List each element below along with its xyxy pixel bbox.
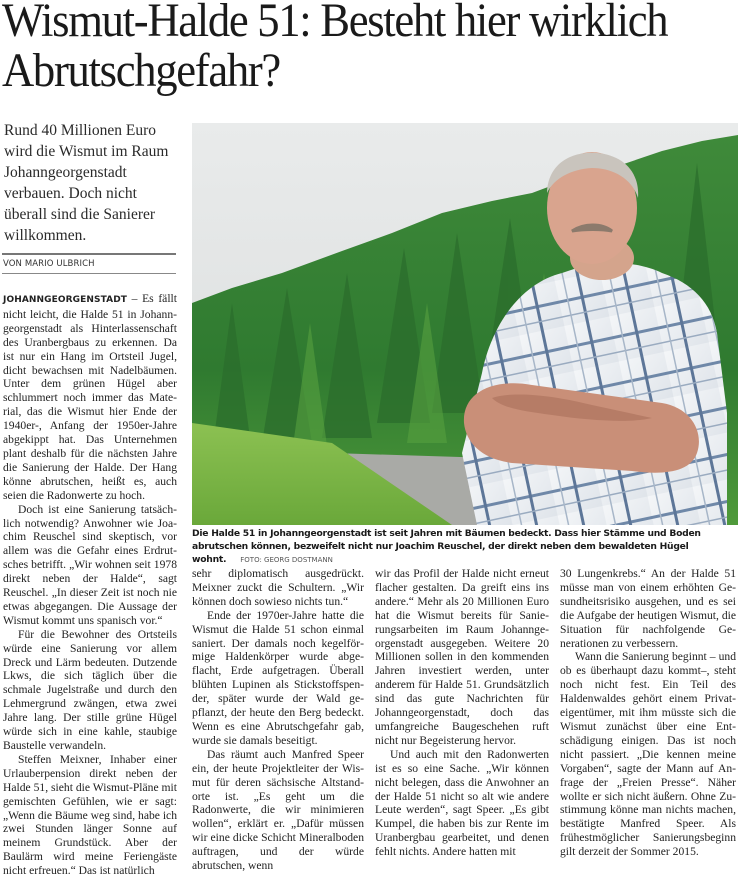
paragraph: Steffen Meixner, Inhaber einer Urlauberpension direkt neben der Halde 51, sieht die Wismut-Pläne mit gemischten Gefühlen, wie er sagt: „Wenn die Bäume weg sind, habe ich zwei Stunden länger Sonne auf meinem Grundstück. Aber der Baulärm wird meine Feriengäste nicht erfreuen.“ Das ist natürlich (3, 752, 177, 878)
article-column-3 (375, 567, 549, 859)
paragraph-text: – Es fällt nicht leicht, die Halde 51 in Johanngeorgenstadt als Hinterlassenschaft des Uranbergbaus zu erkennen. Da ist nur ein Hang im Ortsteil Jugel, dicht bewachsen mit Nadelbäumen. Unter dem grünen Hügel aber schlummert noch immer das Material, das die Wismut hier Ende der 1940er-, Anfang der 1950er-Jahre abgekippt hat. Das Unternehmen plant deshalb für die nächsten Jahre die Sanierung der Halde. Der Hang könne abrutschen, heißt es, auch seien die Radonwerte zu hoch. (3, 292, 177, 502)
photo-man-in-front-of-forest (192, 123, 738, 525)
paragraph: wir das Profil der Halde nicht erneut flacher gestalten. Da greift eins ins andere.“ Mehr als 20 Millionen Euro hat die Wismut bereits für Sanierungsarbeiten im Raum Johanngeorgenstadt ausgegeben. Weitere 20 Millionen sollen in den kommenden Jahren investiert werden, unter anderem für Halde 51. Grundsätzlich sind das gute Nachrichten für Johanngeorgenstadt, doch das umfangreiche Baugeschehen ruft nicht nur Begeisterung hervor. (375, 567, 549, 747)
dateline: JOHANNGEORGENSTADT (3, 295, 128, 305)
photo-caption (192, 527, 738, 567)
paragraph: Das räumt auch Manfred Speer ein, der heute Projektleiter der Wismut für deren sächsische Altstandorte ist. „Es geht um die Radonwerte, die wir minimieren wollen“, erklärt er. „Dafür müssen wir eine dicke Schicht Mineralboden auftragen, und der würde abrutschen, wenn (192, 747, 364, 873)
paragraph: sehr diplomatisch ausgedrückt. Meixner zuckt die Schultern. „Wir können doch sowieso nichts tun.“ (192, 567, 364, 608)
paragraph: 30 Lungenkrebs.“ An der Halde 51 müsse man von einem erhöhten Gesundheitsrisiko ausgehen, und es sei die Aufgabe der heutigen Wismut, die Situation für nachfolgende Generationen zu verbessern. (560, 567, 736, 650)
article-column-4 (560, 567, 736, 859)
caption-text: Die Halde 51 in Johanngeorgenstadt ist seit Jahren mit Bäumen bedeckt. Dass hier Stämme und Boden abrutschen können, bezweifelt nicht nur Joachim Reuschel, der direkt neben dem bewaldeten Hügel wohnt. (192, 528, 701, 565)
lede-teaser: Rund 40 Millionen Euro wird die Wismut im Raum Johanngeorgenstadt verbauen. Doch nicht überall sind die Sanierer willkommen. (4, 122, 169, 244)
paragraph: Wann die Sanierung beginnt – und ob es überhaupt dazu kommt–, steht noch nicht fest. Ein Teil des Haldenwaldes gehört einem Privateigentümer, mit ihm müsste sich die Wismut zunächst über eine Entschädigung einigen. Das ist noch nicht passiert. „Die kennen meine Vorgaben“, sagte der Mann auf Anfrage der „Freien Presse“. Näher wollte er sich nicht äußern. Ohne Zustimmung könne man nichts machen, bestätigte Manfred Speer. Als frühestmöglicher Sanierungsbeginn gilt derzeit der Sommer 2015. (560, 650, 736, 859)
byline-rule-bottom (2, 273, 176, 274)
article-photo (192, 123, 738, 525)
article-column-2 (192, 567, 364, 873)
paragraph: Für die Bewohner des Ortsteils würde eine Sanierung vor allem Dreck und Lärm bedeuten. Dutzende Lkws, die sich täglich über die schmale Jugelstraße und durch den Lehmergrund zwängen, etwa zwei Jahre lang. Der stille grüne Hügel würde sich in eine kahle, staubige Baustelle verwandeln. (3, 627, 177, 752)
paragraph: Und auch mit den Radonwerten ist es so eine Sache. „Wir können nicht belegen, dass die Anwohner an der Halde 51 nicht so alt wie andere Leute werden“, sagt Speer. „Es gibt Kumpel, die haben bis zur Rente im Uranbergbau gearbeitet, und denen fehlt nichts. Andere hatten mit (375, 747, 549, 859)
byline: VON MARIO ULBRICH (3, 259, 95, 269)
article-column-1 (3, 292, 177, 878)
byline-rule-top (2, 253, 176, 255)
paragraph: Doch ist eine Sanierung tatsächlich notwendig? Anwohner wie Joachim Reuschel sind skeptisch, vor allem was die Gefahr eines Erdrutsches betrifft. „Wir wohnen seit 1978 direkt neben der Halde“, sagt Reuschel. „In dieser Zeit ist noch nie etwas abgegangen. Die Aussage der Wismut kommt uns spanisch vor.“ (3, 502, 177, 627)
paragraph: Ende der 1970er-Jahre hatte die Wismut die Halde 51 schon einmal saniert. Der damals noch kegelförmige Haldenkörper wurde abgeflacht, Erde aufgetragen. Überall blühten Lupinen als Stickstoffspender, später wurde der Wald gepflanzt, der heute den Berg bedeckt. Wenn es eine Abrutschgefahr gab, wurde sie damals beseitigt. (192, 608, 364, 747)
paragraph (3, 292, 177, 503)
headline: Wismut-Halde 51: Besteht hier wirklich Abrutschgefahr? (2, 0, 668, 97)
photo-credit: FOTO: GEORG DOSTMANN (240, 556, 333, 564)
